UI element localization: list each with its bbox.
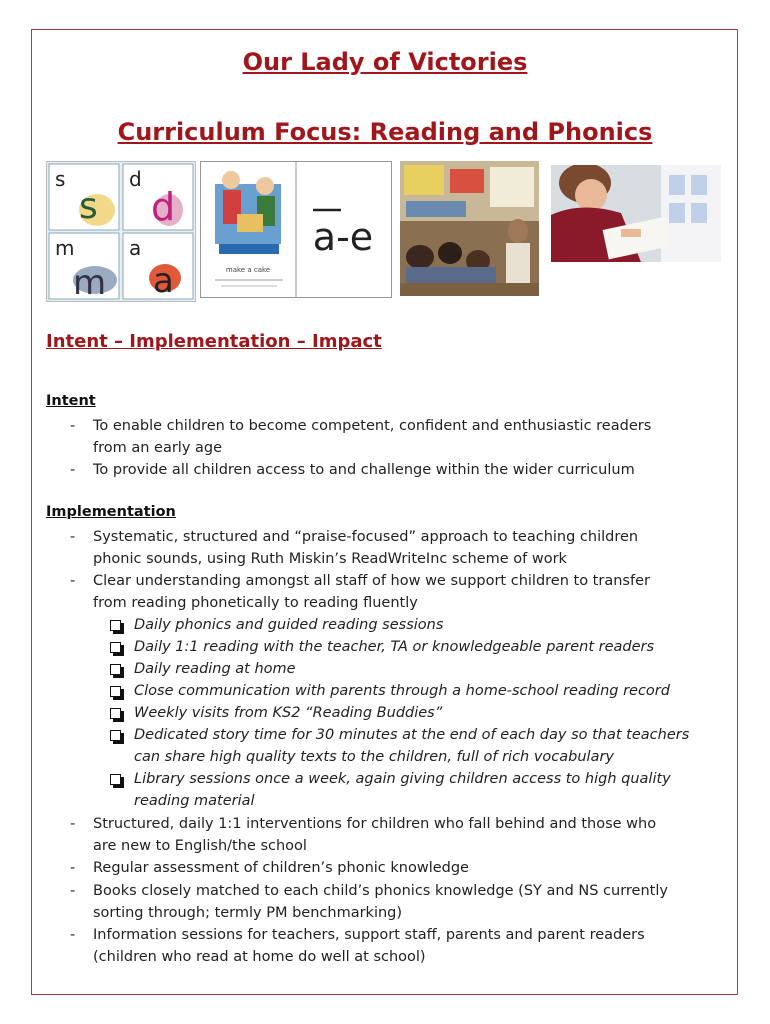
implementation-heading: Implementation: [46, 504, 176, 520]
letter-d-small: d: [129, 167, 142, 191]
letter-d-large: d: [151, 185, 176, 229]
checklist-item-7-line-2: reading material: [134, 793, 255, 809]
letter-m-large: m: [73, 263, 107, 301]
letter-a-small: a: [129, 236, 142, 260]
bullet-dash: -: [70, 529, 76, 545]
intent-item-2-line-1: To provide all children access to and challenge within the wider curriculum: [93, 462, 635, 478]
bullet-dash: -: [70, 816, 76, 832]
impl-item-5-line-1: Books closely matched to each child’s phonics knowledge (SY and NS currently: [93, 883, 668, 899]
checklist-item-6-line-1: Dedicated story time for 30 minutes at the end of each day so that teachers: [134, 727, 690, 743]
checklist-item-5: Weekly visits from KS2 “Reading Buddies”: [134, 705, 443, 721]
child-reading-photo: [551, 165, 721, 262]
checkbox-icon: [110, 730, 121, 741]
bullet-dash: -: [70, 462, 76, 478]
bullet-dash: -: [70, 418, 76, 434]
bullet-dash: -: [70, 573, 76, 589]
intent-item-1-line-2: from an early age: [93, 440, 223, 456]
checkbox-icon: [110, 620, 121, 631]
phonics-letter-cards-image: [46, 161, 196, 302]
impl-item-6-line-1: Information sessions for teachers, support staff, parents and parent readers: [93, 927, 645, 943]
impl-item-2-line-1: Clear understanding amongst all staff of how we support children to transfer: [93, 573, 650, 589]
impl-item-5-line-2: sorting through; termly PM benchmarking): [93, 905, 403, 921]
impl-item-4-line-1: Regular assessment of children’s phonic knowledge: [93, 860, 469, 876]
impl-item-6-line-2: (children who read at home do well at school): [93, 949, 426, 965]
intent-item-1-line-1: To enable children to become competent, confident and enthusiastic readers: [93, 418, 652, 434]
page-title: Curriculum Focus: Reading and Phonics: [117, 118, 653, 146]
impl-item-1-line-2: phonic sounds, using Ruth Miskin’s ReadWriteInc scheme of work: [93, 551, 567, 567]
checkbox-icon: [110, 708, 121, 719]
intent-heading: Intent: [46, 393, 96, 409]
section-heading: Intent – Implementation – Impact: [46, 331, 382, 352]
checklist-item-6-line-2: can share high quality texts to the children, full of rich vocabulary: [134, 749, 615, 765]
sound-card-grapheme: a-e: [312, 215, 374, 259]
checklist-item-2: Daily 1:1 reading with the teacher, TA or knowledgeable parent readers: [134, 639, 655, 655]
letter-a-large: a: [153, 261, 174, 301]
impl-item-1-line-1: Systematic, structured and “praise-focused” approach to teaching children: [93, 529, 639, 545]
sound-card-image: [200, 161, 392, 298]
letter-s-large: s: [79, 186, 98, 227]
checkbox-icon: [110, 642, 121, 653]
checklist-item-3: Daily reading at home: [134, 661, 296, 677]
bullet-dash: -: [70, 927, 76, 943]
letter-m-small: m: [55, 236, 75, 260]
impl-item-3-line-2: are new to English/the school: [93, 838, 307, 854]
checklist-item-7-line-1: Library sessions once a week, again giving children access to high quality: [134, 771, 671, 787]
sound-card-caption: make a cake: [225, 266, 271, 274]
checkbox-icon: [110, 774, 121, 785]
impl-item-3-line-1: Structured, daily 1:1 interventions for children who fall behind and those who: [93, 816, 657, 832]
school-title: Our Lady of Victories: [242, 48, 528, 76]
impl-item-2-line-2: from reading phonetically to reading fluently: [93, 595, 418, 611]
checklist-item-4: Close communication with parents through a home-school reading record: [134, 683, 670, 699]
checklist-item-1: Daily phonics and guided reading sessions: [134, 617, 444, 633]
classroom-reading-photo: [400, 161, 539, 296]
bullet-dash: -: [70, 860, 76, 876]
checkbox-icon: [110, 664, 121, 675]
checkbox-icon: [110, 686, 121, 697]
bullet-dash: -: [70, 883, 76, 899]
letter-s-small: s: [55, 167, 66, 191]
